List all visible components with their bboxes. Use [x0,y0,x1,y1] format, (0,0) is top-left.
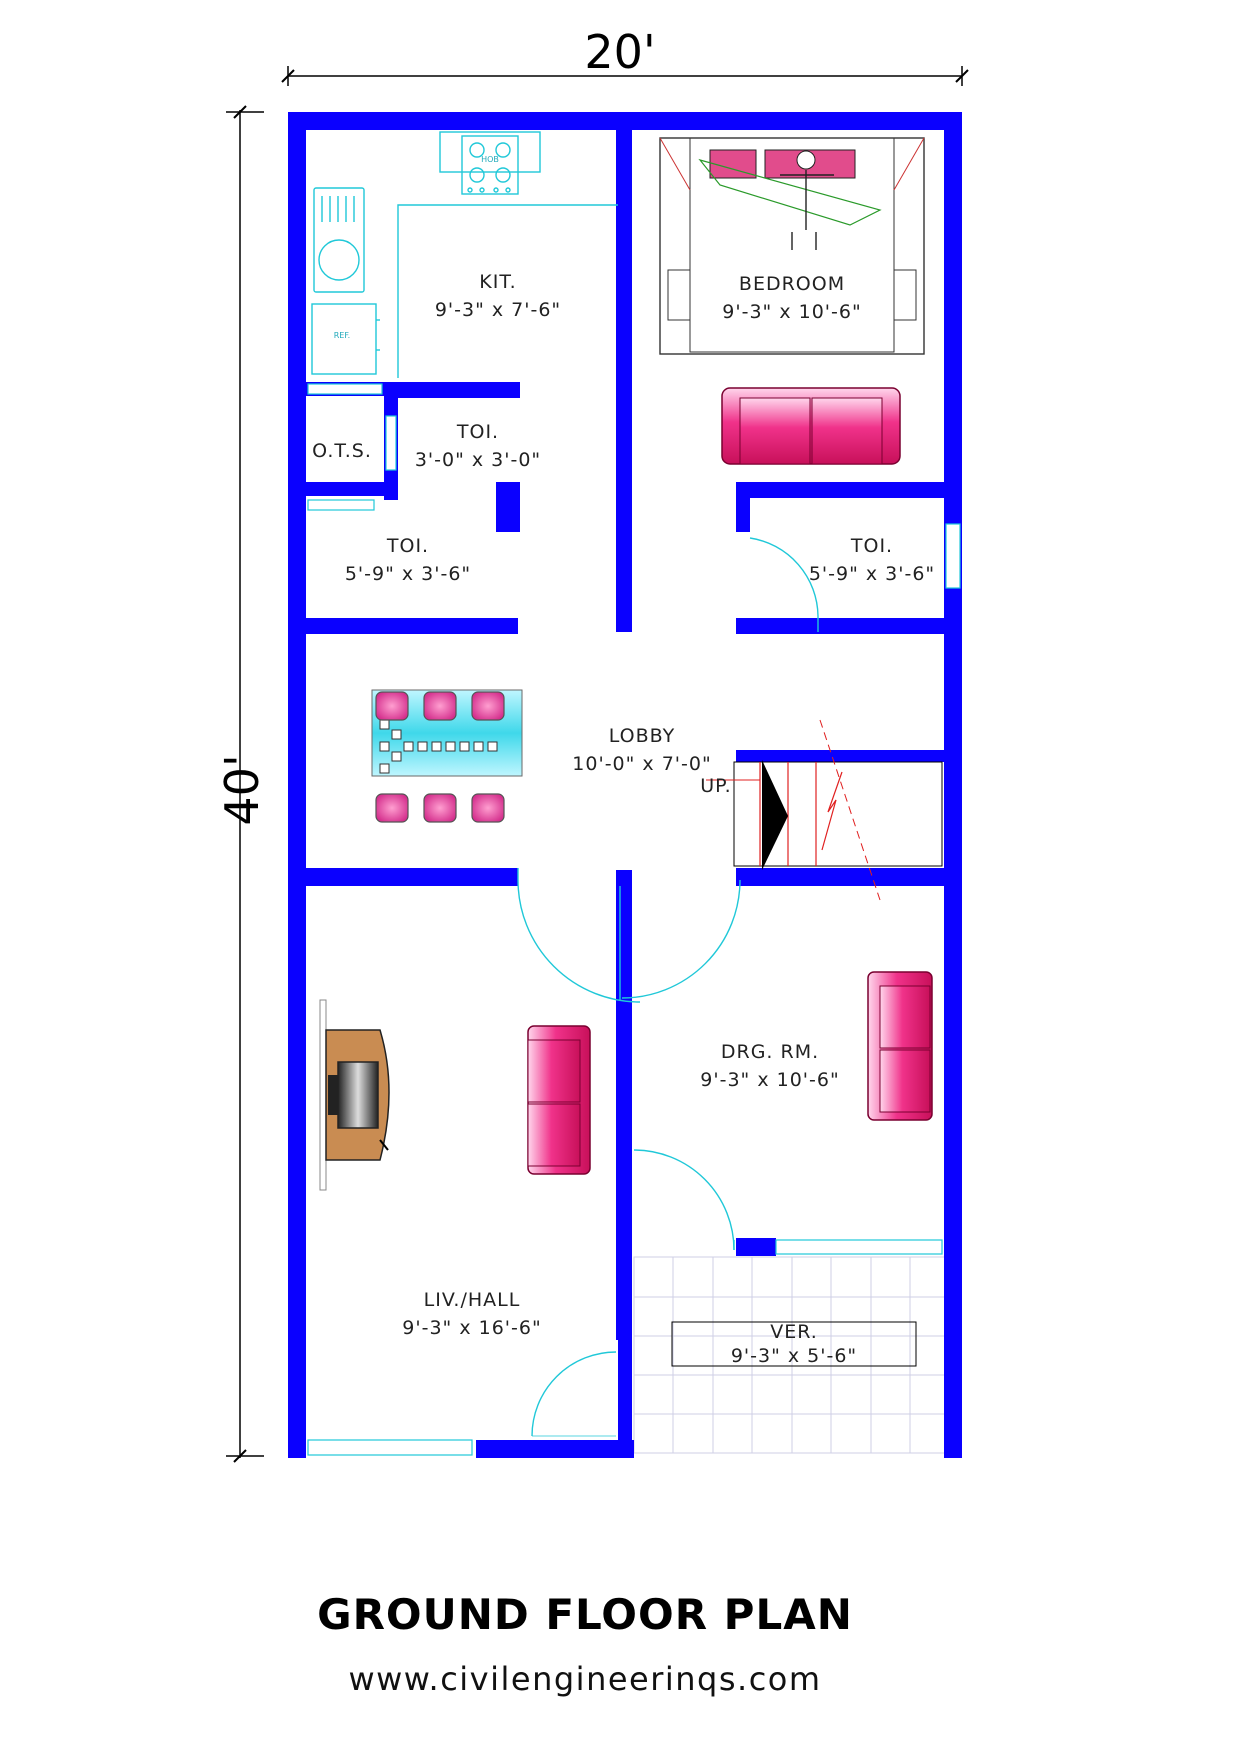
kitchen-size: 9'-3" x 7'-6" [434,299,562,321]
living-hall-name: LIV./HALL [423,1289,521,1311]
living-hall-size: 9'-3" x 16'-6" [402,1317,542,1339]
plan-title: GROUND FLOOR PLAN [317,1590,853,1639]
verandah-name: VER. [770,1321,818,1343]
toilet-right-size: 5'-9" x 3'-6" [808,563,936,585]
bedroom-size: 9'-3" x 10'-6" [722,301,862,323]
stair-up-label: UP. [700,775,732,797]
living-sofa [528,1026,590,1174]
height-label: 40' [215,754,269,826]
drawing-sofa [868,972,932,1120]
kitchen-name: KIT. [479,271,517,293]
dining-set [372,690,522,822]
kitchen-counter [312,132,618,378]
toilet-left-name: TOI. [386,535,430,557]
doors [518,538,818,1436]
height-dimension [215,106,269,1462]
bedroom-sofa [722,388,900,464]
hob-label: HOB [481,155,499,164]
bedroom-name: BEDROOM [738,273,846,295]
toilet-right-name: TOI. [850,535,894,557]
verandah-size: 9'-3" x 5'-6" [730,1345,858,1367]
toilet-left-size: 5'-9" x 3'-6" [344,563,472,585]
tv-unit [320,1000,389,1190]
drawing-room-name: DRG. RM. [720,1041,820,1063]
lobby-name: LOBBY [608,725,676,747]
drawing-room-size: 9'-3" x 10'-6" [700,1069,840,1091]
website-url: www.civilengineerinqs.com [348,1660,822,1698]
width-label: 20' [584,25,656,79]
ots-name: O.T.S. [312,440,372,462]
fridge-label: REF. [333,331,351,340]
lobby-size: 10'-0" x 7'-0" [572,753,712,775]
toilet-small-size: 3'-0" x 3'-0" [414,449,542,471]
width-dimension [282,25,968,86]
toilet-small-name: TOI. [456,421,500,443]
